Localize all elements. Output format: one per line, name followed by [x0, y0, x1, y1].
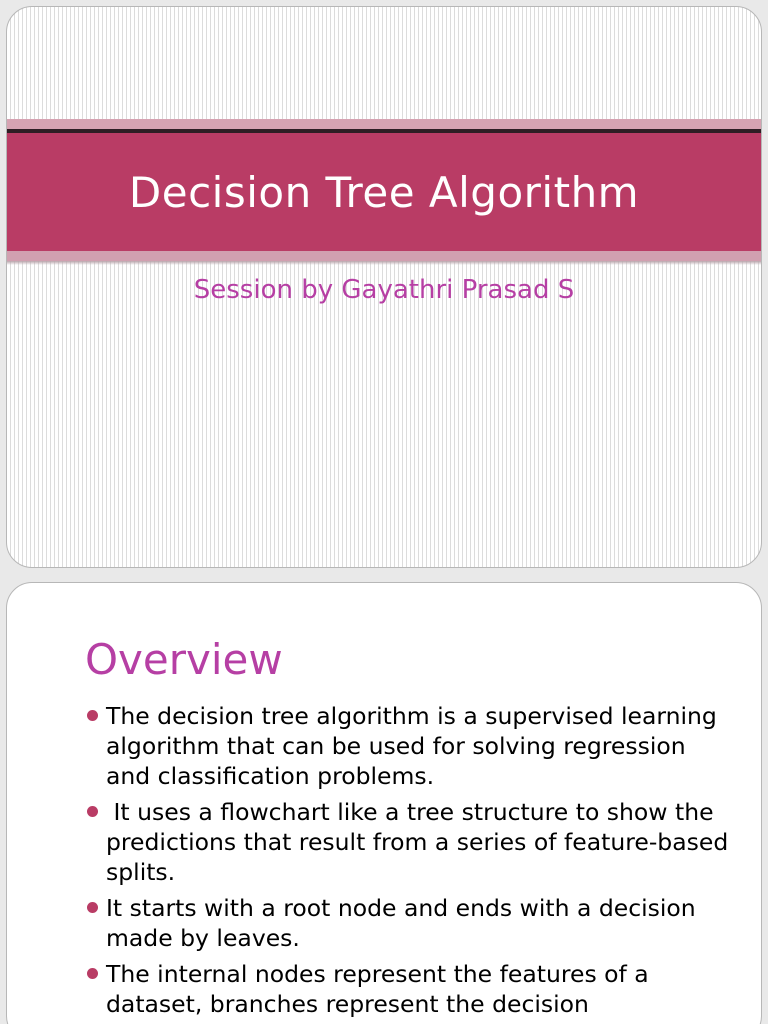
bullet-text: The internal nodes represent the features of a dataset, branches represent the decision [106, 960, 649, 1018]
title-band-top-stripe [7, 119, 761, 129]
bullet-item [85, 701, 735, 791]
bullet-item [85, 797, 735, 887]
bullet-item [85, 893, 735, 953]
bullet-list [85, 701, 735, 1024]
title-band-bottom-stripe [7, 251, 761, 261]
title-band [7, 133, 761, 251]
overview-heading: Overview [85, 635, 283, 684]
bullet-dot-icon [87, 968, 98, 979]
title-band-shadow [7, 261, 761, 265]
slide-subtitle: Session by Gayathri Prasad S [193, 275, 575, 305]
overview-slide [6, 582, 762, 1024]
bullet-item [85, 959, 735, 1019]
title-slide [6, 6, 762, 568]
bullet-text: It starts with a root node and ends with a decision made by leaves. [106, 894, 696, 952]
bullet-text: It uses a flowchart like a tree structure to show the predictions that result from a series of feature-based splits. [106, 798, 736, 886]
bullet-text: The decision tree algorithm is a supervised learning algorithm that can be used for solving regression and classification problems. [106, 702, 717, 790]
bullet-dot-icon [87, 806, 98, 817]
slide-title: Decision Tree Algorithm [128, 167, 640, 217]
bullet-dot-icon [87, 710, 98, 721]
bullet-dot-icon [87, 902, 98, 913]
